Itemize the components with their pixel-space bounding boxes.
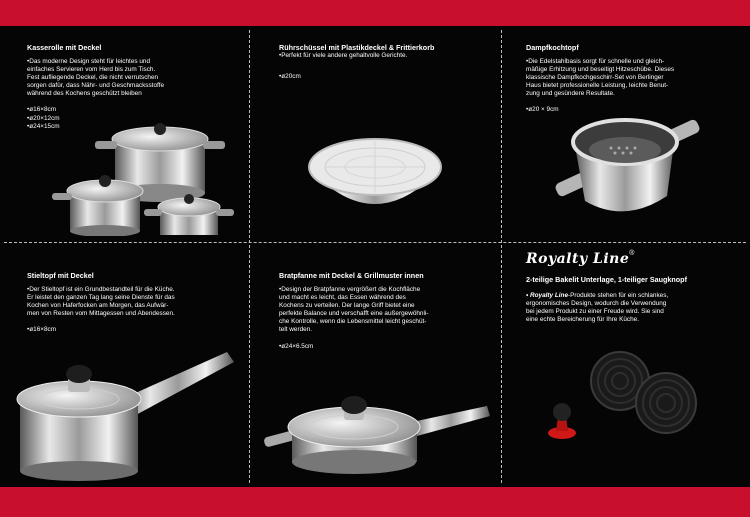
product-description: •Das moderne Design steht für leichtes und einfaches Servieren vom Herd bis zum Tisch. Fest aufliegende Deckel, die nicht verrutschen sorgen dafür, dass Nähr- und Geschmacksstoffe während des Kochens geschützt bleiben bbox=[27, 58, 164, 98]
product-sizes bbox=[279, 73, 494, 81]
product-description: •Perfekt für viele andere gehaltvolle Gerichte. bbox=[279, 52, 408, 59]
product-title: Rührschüssel mit Plastikdeckel & Frittierkorb bbox=[279, 43, 435, 52]
product-cell-accessory bbox=[526, 250, 741, 324]
column-divider-2 bbox=[501, 30, 502, 483]
product-cell-ruehrschuessel bbox=[279, 43, 494, 81]
size-item: •ø16×8cm bbox=[27, 106, 57, 114]
description-text: -Produkte stehen für ein schlankes, ergonomisches Design, wodurch die Verwendung bei jedem Produkt zu einer Freude wird. Sie sind eine echte Bereicherung für Ihre Küche. bbox=[526, 292, 669, 324]
column-divider-1 bbox=[249, 30, 250, 483]
size-item: •ø24×15cm bbox=[27, 122, 60, 130]
product-sizes bbox=[27, 326, 242, 334]
kasserolle-set-image bbox=[40, 101, 245, 236]
product-title: 2-teilige Bakelit Unterlage, 1-teiliger Saugknopf bbox=[526, 275, 687, 284]
product-title: Dampfkochtopf bbox=[526, 43, 579, 52]
product-description: •Der Stieltopf ist ein Grundbestandteil für die Küche. Er leistet den ganzen Tag lang seine Dienste für das Kochen von Haferfocken am Morgen, das Aufwär- men von Resten vom Mittagessen und Abendessen. bbox=[27, 286, 175, 318]
accessory-image bbox=[540, 351, 715, 461]
size-item: •ø20×12cm bbox=[27, 114, 60, 122]
product-description: •Design der Bratpfanne vergrößert die Kochfläche und macht es leicht, das Essen während des Kochens zu verteilen. Der lange Griff bietet eine perfekte Balance und verschafft eine außergewöhnli- che Kontrolle, wenn die Lebensmittel leicht geschüt- telt werden. bbox=[279, 286, 429, 334]
product-sizes bbox=[279, 343, 494, 351]
product-description bbox=[526, 292, 741, 324]
size-item: •ø16×8cm bbox=[27, 326, 57, 334]
product-cell-bratpfanne bbox=[279, 271, 494, 351]
brand-inline: • Royalty Line bbox=[526, 292, 569, 299]
product-cell-dampfkochtopf bbox=[526, 43, 741, 115]
size-item: •ø20 × 9cm bbox=[526, 106, 559, 114]
stieltopf-image bbox=[12, 344, 237, 484]
product-title: Stieltopf mit Deckel bbox=[27, 271, 94, 280]
row-divider bbox=[4, 242, 746, 243]
dampfkochtopf-image bbox=[545, 106, 705, 226]
size-item: •ø24×6.5cm bbox=[279, 342, 314, 350]
brand-name: Royalty Line bbox=[526, 251, 630, 267]
bottom-red-band bbox=[0, 487, 750, 517]
brand-mark: ® bbox=[629, 250, 635, 257]
top-red-band bbox=[0, 0, 750, 26]
product-cell-stieltopf bbox=[27, 271, 242, 334]
bratpfanne-image bbox=[262, 372, 494, 482]
product-title: Kasserolle mit Deckel bbox=[27, 43, 102, 52]
product-title: Bratpfanne mit Deckel & Grillmuster innen bbox=[279, 271, 424, 280]
product-description: •Die Edelstahlbasis sorgt für schnelle und gleich- mäßige Erhitzung und beseitigt Hitzeschübe. Dieses klassische Dampfkochgeschirr-Set von Berlinger Haus bietet professionelle Leistung, leichte Benut- zung und gesündere Resultate. bbox=[526, 58, 675, 98]
size-item: •ø20cm bbox=[279, 73, 301, 81]
product-panel bbox=[0, 26, 750, 487]
ruehrschuessel-image bbox=[305, 129, 445, 224]
brand-logo bbox=[526, 250, 741, 268]
